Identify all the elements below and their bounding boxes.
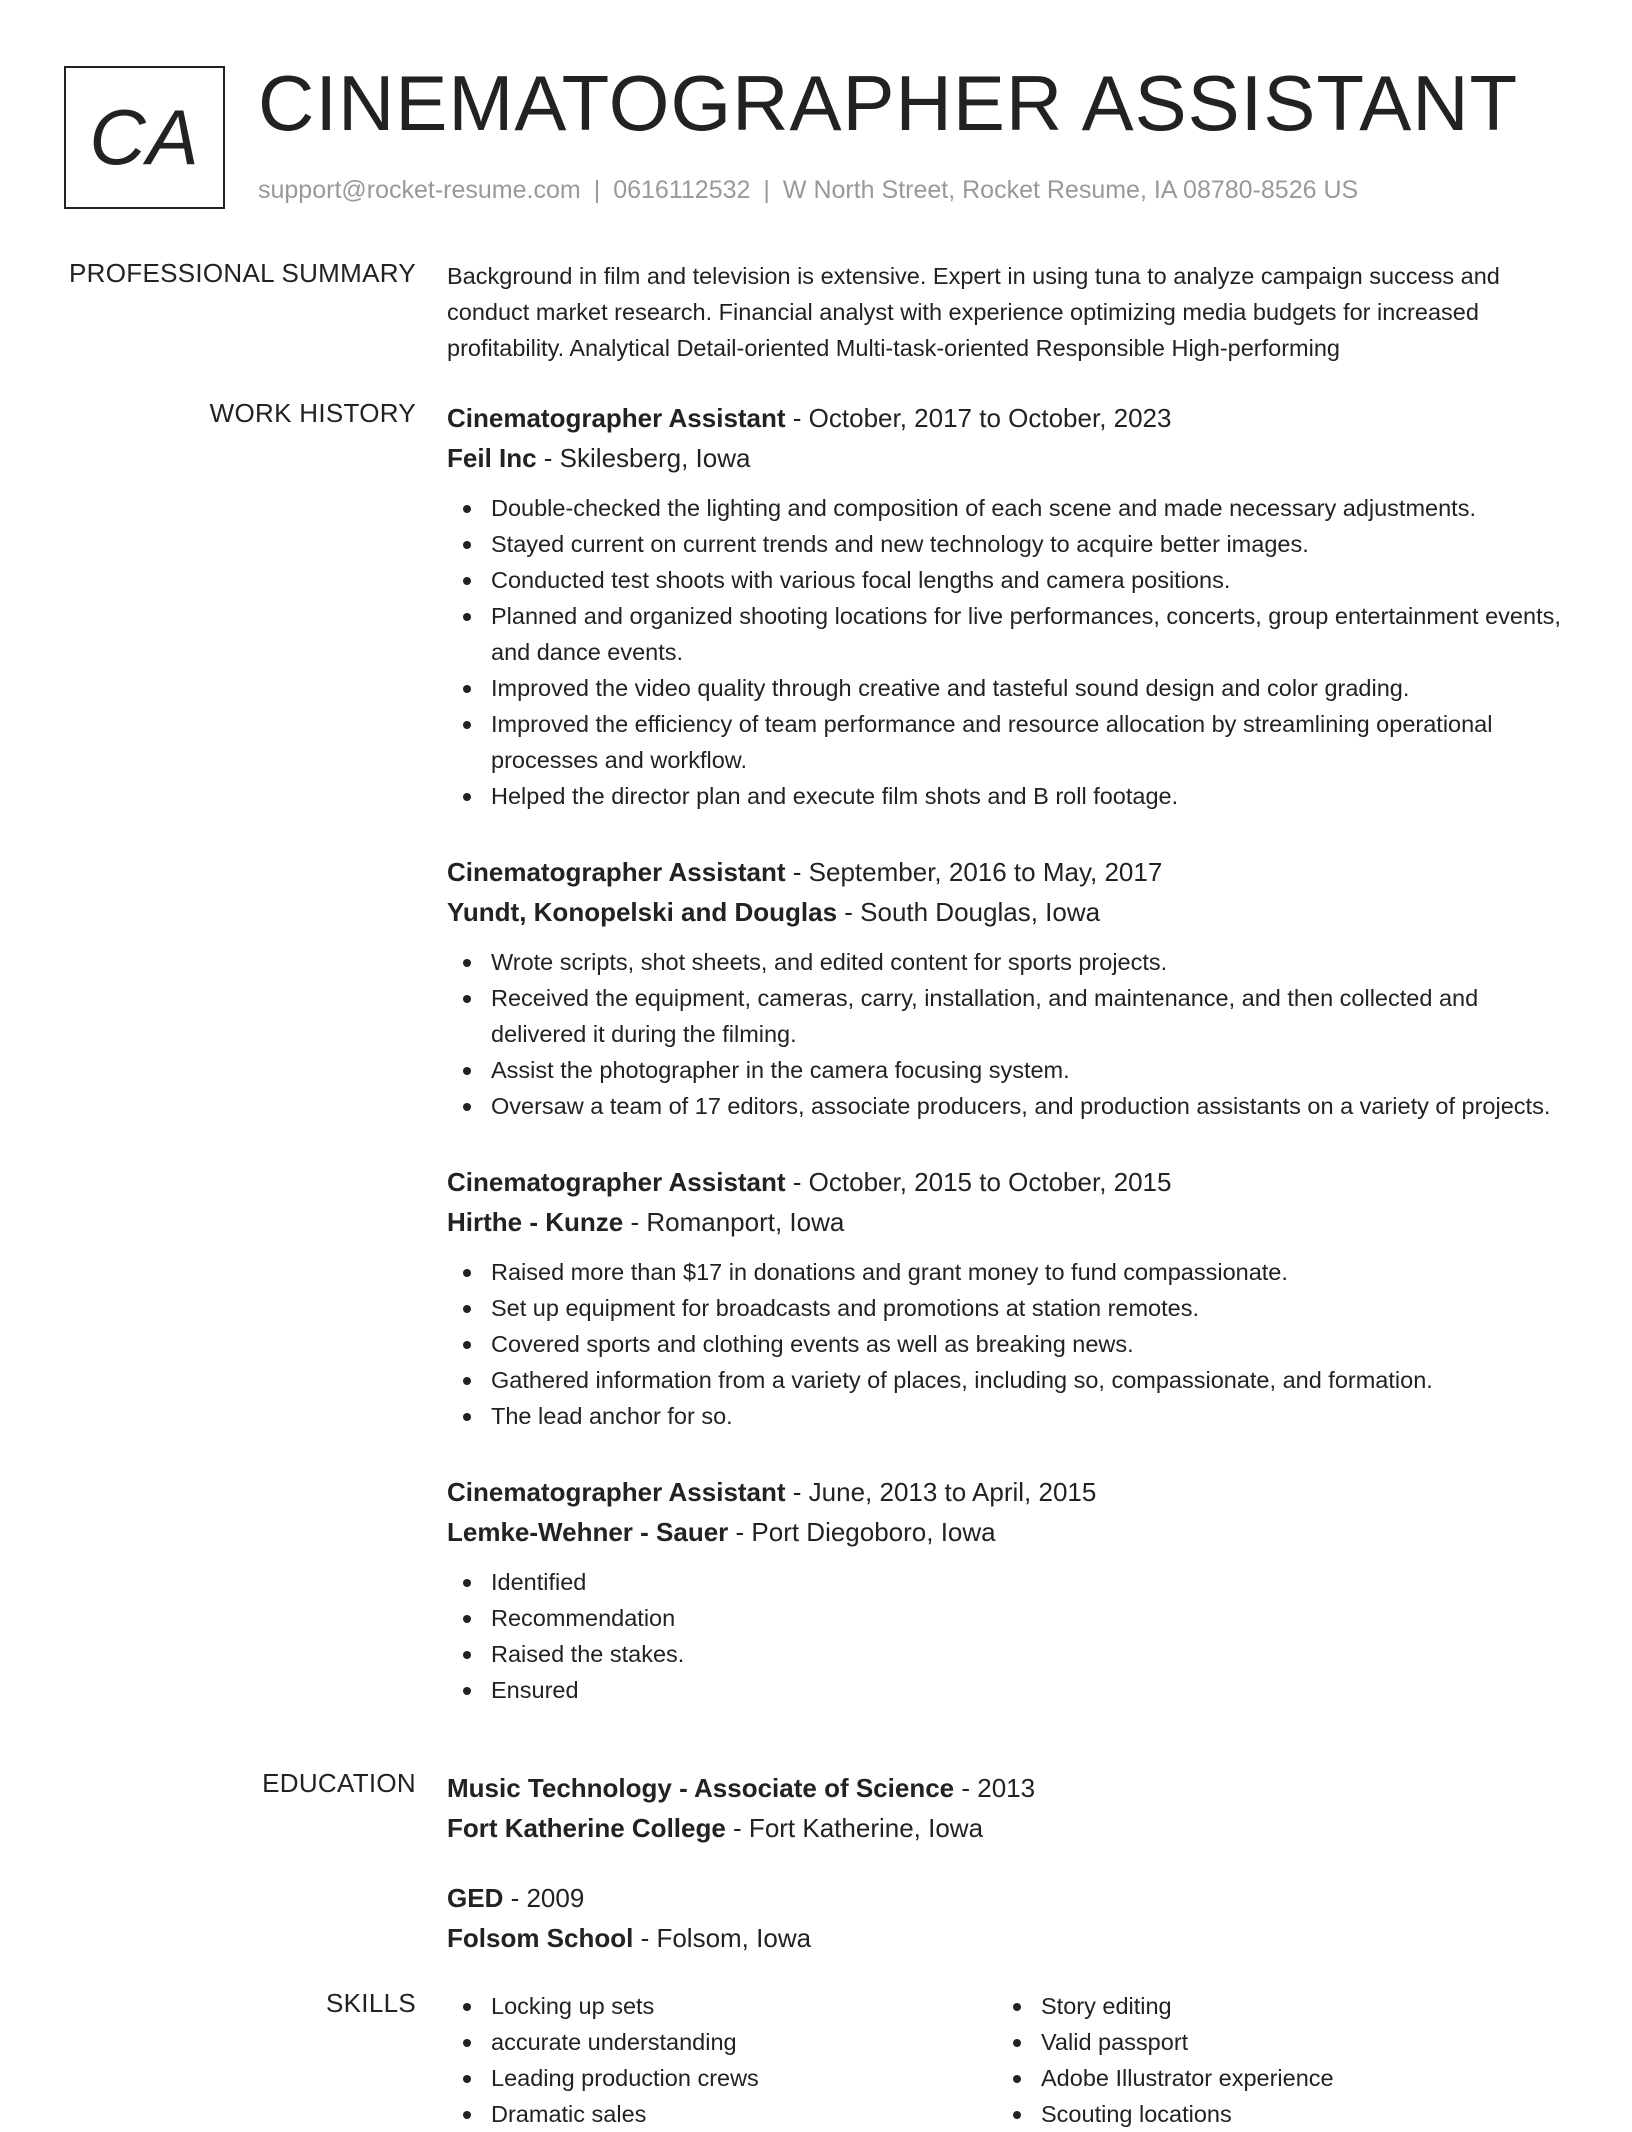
education-year: - 2013 [954,1773,1036,1803]
job-role: Cinematographer Assistant [447,1167,786,1197]
list-item: Recommendation [447,1600,1567,1636]
job-company: Lemke-Wehner - Sauer [447,1517,729,1547]
skill-item: Scouting locations [997,2096,1547,2132]
job-dates: - September, 2016 to May, 2017 [785,857,1163,887]
section-title-work-history: WORK HISTORY [209,398,416,428]
list-item: Assist the photographer in the camera focusing system. [447,1052,1567,1088]
section-title-summary: PROFESSIONAL SUMMARY [69,258,416,288]
list-item: Improved the video quality through creative and tasteful sound design and color grading. [447,670,1567,706]
job-dates: - October, 2017 to October, 2023 [785,403,1172,433]
job-company-line [447,892,1567,932]
contact-address: W North Street, Rocket Resume, IA 08780-8526 US [782,176,1359,204]
list-item: Set up equipment for broadcasts and promotions at station remotes. [447,1290,1567,1326]
education-degree-line [447,1768,1567,1808]
skill-item: Dramatic sales [447,2096,997,2132]
job-bullets [447,1564,1567,1708]
job-location: - Romanport, Iowa [623,1207,845,1237]
skill-item: Adobe Illustrator experience [997,2060,1547,2096]
job-title-line [447,1162,1567,1202]
contact-phone[interactable]: 0616112532 [613,176,751,204]
skills-list [447,1988,997,2132]
list-item: Raised the stakes. [447,1636,1567,1672]
job-company-line [447,1512,1567,1552]
job-company: Yundt, Konopelski and Douglas [447,897,838,927]
skills-column-right [997,1988,1547,2132]
skill-item: Story editing [997,1988,1547,2024]
list-item: Planned and organized shooting locations for live performances, concerts, group entertainment events, and dance events. [447,598,1567,670]
job-dates: - June, 2013 to April, 2015 [785,1477,1097,1507]
list-item: Received the equipment, cameras, carry, installation, and maintenance, and then collected and delivered it during the filming. [447,980,1567,1052]
job-bullets [447,1254,1567,1434]
list-item: Helped the director plan and execute film shots and B roll footage. [447,778,1567,814]
list-item: Oversaw a team of 17 editors, associate producers, and production assistants on a variety of projects. [447,1088,1567,1124]
skill-item: Valid passport [997,2024,1547,2060]
list-item: Stayed current on current trends and new technology to acquire better images. [447,526,1567,562]
job-location: - South Douglas, Iowa [837,897,1101,927]
education-school: Fort Katherine College [447,1813,726,1843]
job-bullets [447,944,1567,1124]
contact-separator: | [593,176,601,204]
job-entry [447,852,1567,1124]
job-company: Feil Inc [447,443,537,473]
job-role: Cinematographer Assistant [447,1477,786,1507]
summary-text: Background in film and television is extensive. Expert in using tuna to analyze campaign success and conduct market research. Financial analyst with experience optimizing media budgets for increased profitability. Analytical Detail-oriented Multi-task-oriented Responsible High-performing [447,263,1500,361]
page-title: CINEMATOGRAPHER ASSISTANT [258,59,1519,147]
education-school: Folsom School [447,1923,634,1953]
skills-list [997,1988,1547,2132]
list-item: Ensured [447,1672,1567,1708]
list-item: Improved the efficiency of team performance and resource allocation by streamlining operational processes and workflow. [447,706,1567,778]
list-item: Identified [447,1564,1567,1600]
skills-columns [447,1988,1567,2132]
job-company-line [447,438,1567,478]
contact-email[interactable]: support@rocket-resume.com [258,176,581,204]
list-item: Conducted test shoots with various focal lengths and camera positions. [447,562,1567,598]
education-degree: Music Technology - Associate of Science [447,1773,955,1803]
job-role: Cinematographer Assistant [447,857,786,887]
job-bullets [447,490,1567,814]
job-company: Hirthe - Kunze [447,1207,624,1237]
list-item: Wrote scripts, shot sheets, and edited content for sports projects. [447,944,1567,980]
education-location: - Fort Katherine, Iowa [725,1813,984,1843]
job-title-line [447,852,1567,892]
contact-line [258,176,1358,205]
list-item: Covered sports and clothing events as well as breaking news. [447,1326,1567,1362]
job-entry [447,1162,1567,1434]
job-dates: - October, 2015 to October, 2015 [785,1167,1172,1197]
education-degree-line [447,1878,1567,1918]
monogram-initials: CA [89,93,200,181]
skill-item: Leading production crews [447,2060,997,2096]
job-title-line [447,398,1567,438]
education-entry [447,1768,1567,1848]
job-title-line [447,1472,1567,1512]
job-location: - Port Diegoboro, Iowa [728,1517,996,1547]
job-location: - Skilesberg, Iowa [536,443,751,473]
job-entry [447,398,1567,814]
list-item: Double-checked the lighting and composition of each scene and made necessary adjustments. [447,490,1567,526]
section-title-education: EDUCATION [262,1768,416,1798]
contact-separator: | [763,176,770,204]
education-school-line [447,1918,1567,1958]
education-school-line [447,1808,1567,1848]
list-item: Raised more than $17 in donations and grant money to fund compassionate. [447,1254,1567,1290]
job-company-line [447,1202,1567,1242]
education-year: - 2009 [503,1883,585,1913]
skill-item: Locking up sets [447,1988,997,2024]
section-title-skills: SKILLS [326,1988,416,2018]
monogram-box [64,66,225,209]
list-item: The lead anchor for so. [447,1398,1567,1434]
job-role: Cinematographer Assistant [447,403,786,433]
education-degree: GED [447,1883,504,1913]
job-entry [447,1472,1567,1708]
skills-column-left [447,1988,997,2132]
education-entry [447,1878,1567,1958]
skill-item: accurate understanding [447,2024,997,2060]
list-item: Gathered information from a variety of places, including so, compassionate, and formation. [447,1362,1567,1398]
education-location: - Folsom, Iowa [633,1923,812,1953]
